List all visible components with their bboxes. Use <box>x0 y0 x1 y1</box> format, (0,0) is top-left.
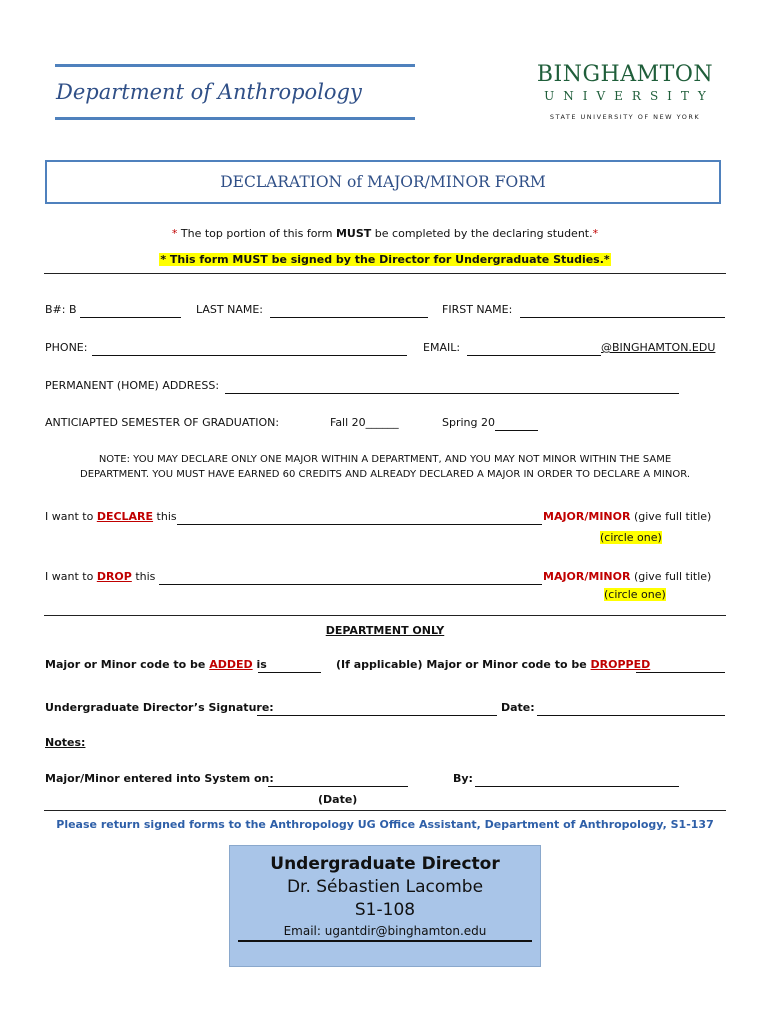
declare-suffix: this <box>153 510 177 523</box>
section-divider-2 <box>44 615 726 616</box>
director-room: S1-108 <box>354 900 416 920</box>
section-divider-1 <box>44 273 726 274</box>
address-label: PERMANENT (HOME) ADDRESS: <box>45 379 220 392</box>
department-only-heading: DEPARTMENT ONLY <box>325 624 445 637</box>
return-instructions: Please return signed forms to the Anthropology UG Office Assistant, Department of Anthropology, S1-137 <box>56 818 714 831</box>
section-divider-3 <box>44 810 726 811</box>
signature-date-label: Date: <box>501 701 535 714</box>
notice-star-2: * <box>592 227 599 240</box>
graduation-fall[interactable]: Fall 20______ <box>330 416 399 429</box>
header-rule-top <box>55 64 415 67</box>
dropped-code-field[interactable] <box>636 672 725 673</box>
declare-title-field[interactable] <box>177 524 542 525</box>
notice-line-2-wrap <box>0 248 770 267</box>
phone-field[interactable] <box>92 355 407 356</box>
date-caption: (Date) <box>318 793 358 806</box>
dropped-word: DROPPED <box>590 658 651 671</box>
email-label: EMAIL: <box>423 341 461 354</box>
signature-date-field[interactable] <box>537 715 725 716</box>
graduation-spring[interactable]: Spring 20 <box>442 416 495 429</box>
declare-verb: DECLARE <box>96 510 154 523</box>
eligibility-note-2: DEPARTMENT. YOU MUST HAVE EARNED 60 CREDITS AND ALREADY DECLARED A MAJOR IN ORDER TO DECLARE A MINOR. <box>80 469 690 480</box>
declare-kind-row <box>543 510 711 523</box>
notice-text-a: The top portion of this form <box>177 227 336 240</box>
department-title: Department of Anthropology <box>56 80 362 104</box>
last-name-field[interactable] <box>270 317 428 318</box>
dropped-code-label <box>336 658 650 671</box>
address-field[interactable] <box>225 393 679 394</box>
added-code-field[interactable] <box>258 672 321 673</box>
director-name: Dr. Sébastien Lacombe <box>286 877 484 897</box>
added-word: ADDED <box>209 658 253 671</box>
drop-verb: DROP <box>96 570 132 583</box>
entered-by-label: By: <box>453 772 473 785</box>
entered-date-field[interactable] <box>268 786 408 787</box>
drop-circle-note: (circle one) <box>604 588 666 601</box>
notice-must: MUST <box>335 227 372 240</box>
binghamton-logo <box>530 62 720 121</box>
header-rule-bottom <box>55 117 415 120</box>
director-signature-label: Undergraduate Director’s Signature: <box>45 701 274 714</box>
form-title-box <box>45 160 721 204</box>
eligibility-note-1: NOTE: YOU MAY DECLARE ONLY ONE MAJOR WITHIN A DEPARTMENT, AND YOU MAY NOT MINOR WITHIN THE SAME <box>98 454 672 465</box>
declare-hint: (give full title) <box>630 510 712 523</box>
drop-title-field[interactable] <box>159 584 542 585</box>
graduation-label: ANTICIAPTED SEMESTER OF GRADUATION: <box>45 416 280 429</box>
first-name-field[interactable] <box>520 317 725 318</box>
phone-label: PHONE: <box>45 341 88 354</box>
notice-text-c: be completed by the declaring student. <box>371 227 593 240</box>
added-code-label <box>45 658 267 671</box>
added-text-a: Major or Minor code to be <box>45 658 210 671</box>
director-contact-box <box>229 845 541 967</box>
drop-prefix: I want to <box>45 570 97 583</box>
logo-state: STATE UNIVERSITY OF NEW YORK <box>549 113 701 121</box>
director-email[interactable]: Email: ugantdir@binghamton.edu <box>238 924 532 942</box>
drop-kind-row <box>543 570 711 583</box>
graduation-spring-field[interactable] <box>495 430 538 431</box>
added-text-c: is <box>252 658 267 671</box>
bnum-field[interactable] <box>80 317 181 318</box>
director-signature-field[interactable] <box>257 715 497 716</box>
drop-kind[interactable]: MAJOR/MINOR <box>543 570 631 583</box>
last-name-label: LAST NAME: <box>196 303 264 316</box>
declare-row <box>45 510 177 523</box>
drop-hint: (give full title) <box>630 570 712 583</box>
form-title: DECLARATION of MAJOR/MINOR FORM <box>220 173 546 191</box>
entered-by-field[interactable] <box>475 786 679 787</box>
dropped-text-a: (If applicable) Major or Minor code to be <box>336 658 591 671</box>
notes-label: Notes: <box>45 736 86 749</box>
email-domain: @BINGHAMTON.EDU <box>601 341 716 354</box>
declare-kind[interactable]: MAJOR/MINOR <box>543 510 631 523</box>
drop-row <box>45 570 155 583</box>
director-box-title: Undergraduate Director <box>270 854 500 874</box>
declare-prefix: I want to <box>45 510 97 523</box>
drop-suffix: this <box>131 570 156 583</box>
notice-line-2: * This form MUST be signed by the Director for Undergraduate Studies.* <box>160 253 610 266</box>
notice-star: * <box>171 227 178 240</box>
email-field[interactable] <box>467 355 601 356</box>
entered-label: Major/Minor entered into System on: <box>45 772 274 785</box>
logo-wordmark: BINGHAMTON <box>536 62 714 87</box>
logo-university: UNIVERSITY <box>544 89 715 103</box>
notice-line-1 <box>0 227 770 240</box>
declare-circle-note: (circle one) <box>600 531 662 544</box>
first-name-label: FIRST NAME: <box>442 303 513 316</box>
bnum-label: B#: B <box>45 303 77 316</box>
